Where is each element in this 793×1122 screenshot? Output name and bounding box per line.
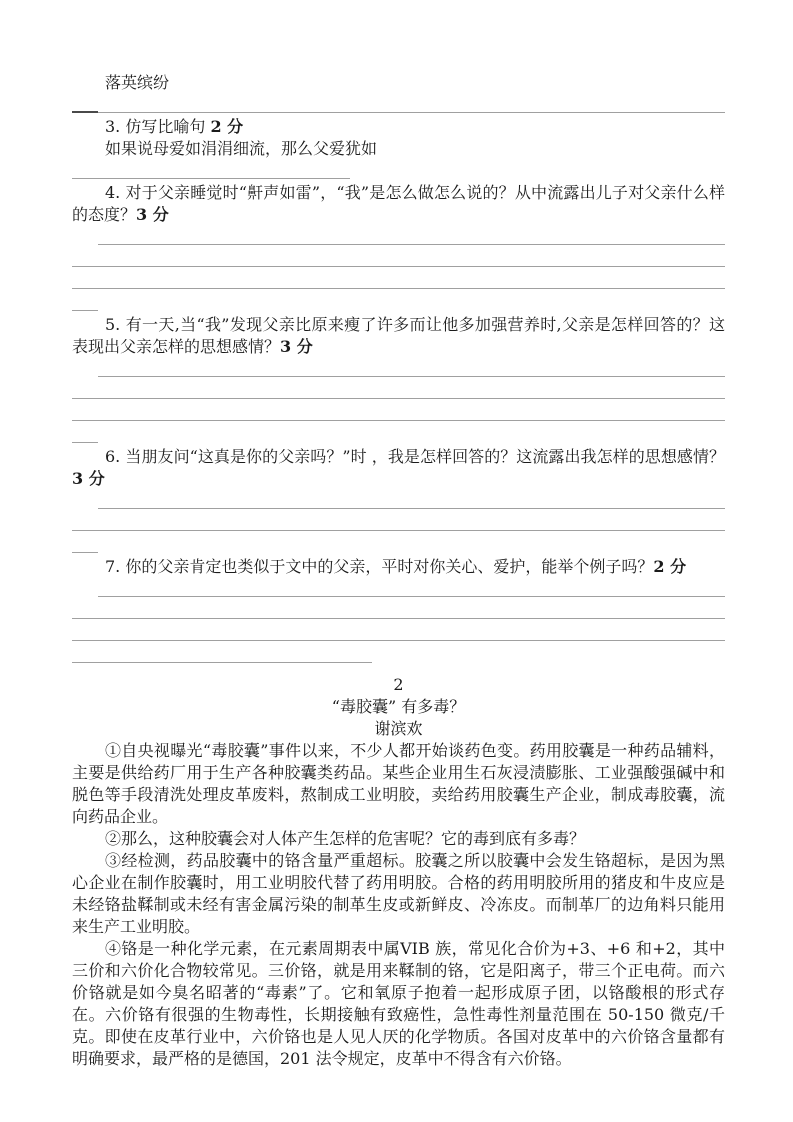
answer-blank-line — [72, 380, 725, 402]
question-4-label: 4. 对于父亲睡觉时“鼾声如雷”，“我”是怎么做怎么说的？从中流露出儿子对父亲什么样的态度？ — [72, 183, 725, 224]
question-5-label: 5. 有一天,当“我”发现父亲比原来瘦了许多而让他多加强营养时,父亲是怎样回答的？这表现出父亲怎样的思想感情？ — [72, 315, 725, 356]
answer-blank-line — [72, 160, 725, 182]
question-6-label: 6. 当朋友问“这真是你的父亲吗？”时 ，我是怎样回答的？这流露出我怎样的思想感情？ — [105, 447, 725, 466]
answer-blank-line — [72, 534, 725, 556]
question-3-score: 2 分 — [210, 117, 244, 136]
question-3 — [72, 116, 725, 138]
answer-blank-line — [72, 402, 725, 424]
answer-blank-line — [72, 270, 725, 292]
question-3-stem: 如果说母爱如涓涓细流，那么父爱犹如 — [105, 139, 378, 158]
article-header — [72, 674, 725, 740]
article-paragraph-2: ②那么，这种胶囊会对人体产生怎样的危害呢？它的毒到底有多毒？ — [105, 829, 586, 848]
answer-blank-line — [72, 248, 725, 270]
answer-blank-line — [72, 578, 725, 600]
leftover-text: 落英缤纷 — [105, 73, 170, 92]
answer-blank-line — [72, 490, 725, 512]
answer-blank-line — [72, 292, 725, 314]
question-7 — [72, 556, 725, 578]
question-7-score: 2 分 — [653, 557, 687, 576]
question-5-score: 3 分 — [280, 337, 313, 356]
answer-blank-line — [72, 600, 725, 622]
answer-blank-line — [72, 512, 725, 534]
answer-blank-line — [72, 226, 725, 248]
answer-blank-line — [72, 424, 725, 446]
answer-blank-line — [72, 622, 725, 644]
dash-mark — [72, 111, 98, 113]
article-title: “毒胶囊” 有多毒？ — [331, 697, 466, 716]
article-paragraph-1: ①自央视曝光“毒胶囊”事件以来，不少人都开始谈药色变。药用胶囊是一种药品辅料，主要是供给药厂用于生产各种胶囊类药品。某些企业用生石灰浸渍膨胀、工业强酸强碱中和脱色等手段清洗处理皮革废料，熬制成工业明胶，卖给药用胶囊生产企业，制成毒胶囊，流向药品企业。 — [72, 741, 725, 826]
question-3-label: 3. 仿写比喻句 — [105, 117, 211, 136]
question-4-score: 3 分 — [136, 205, 169, 224]
question-7-label: 7. 你的父亲肯定也类似于文中的父亲，平时对你关心、爱护，能举个例子吗？ — [105, 557, 654, 576]
article-number: 2 — [393, 675, 404, 694]
article-paragraph-3: ③经检测，药品胶囊中的铬含量严重超标。胶囊之所以胶囊中会发生铬超标，是因为黑心企业在制作胶囊时，用工业明胶代替了药用明胶。合格的药用明胶所用的猪皮和牛皮应是未经铬盐鞣制或未经有害金属污染的制革生皮或新鲜皮、冷冻皮。而制革厂的边角料只能用来生产工业明胶。 — [72, 851, 725, 936]
question-6 — [72, 446, 725, 490]
article-paragraph-4: ④铬是一种化学元素，在元素周期表中属VIB 族，常见化合价为+3、+6 和+2，其中三价和六价化合物较常见。三价铬，就是用来鞣制的铬，它是阳离子，带三个正电荷。而六价铬就是如今臭名昭著的“毒素”了。它和氧原子抱着一起形成原子团，以铬酸根的形式存在。六价铬有很强的生物毒性，长期接触有致癌性，急性毒性剂量范围在 50-150 微克/千克。即使在皮革行业中，六价铬也是人见人厌的化学物质。各国对皮革中的六价铬含量都有明确要求，最严格的是德国，201 法令规定，皮革中不得含有六价铬。 — [72, 939, 725, 1068]
question-5 — [72, 314, 725, 358]
answer-blank-line — [72, 94, 725, 116]
answer-blank-line — [72, 644, 725, 666]
answer-blank-line — [72, 358, 725, 380]
question-4 — [72, 182, 725, 226]
article-author: 谢滨欢 — [374, 719, 423, 738]
question-6-score: 3 分 — [72, 469, 105, 488]
